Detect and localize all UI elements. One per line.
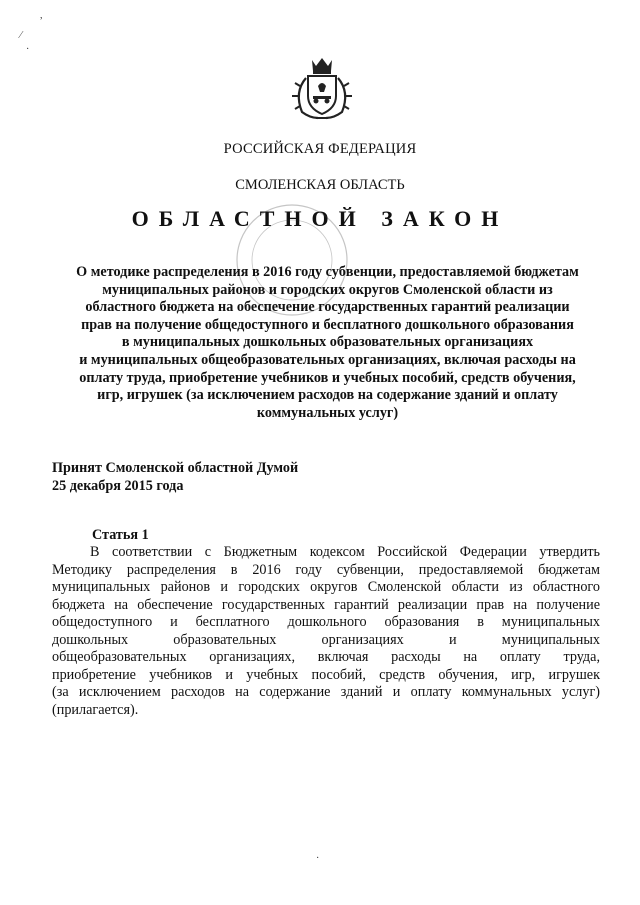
adopted-by: Принят Смоленской областной Думой — [52, 460, 299, 476]
law-subject — [55, 264, 600, 422]
subject-line: О методике распределения в 2016 году субвенции, предоставляемой бюджетам — [76, 264, 579, 280]
country-heading: РОССИЙСКАЯ ФЕДЕРАЦИЯ — [223, 141, 417, 157]
article-line: муниципальных районов и городских округов Смоленской области из областного — [52, 579, 600, 595]
article-line: (за исключением расходов на содержание зданий и оплату коммунальных услуг) — [52, 684, 600, 700]
article-body — [52, 544, 600, 719]
article-line: бюджета на обеспечение государственных гарантий реализации прав на получение — [52, 596, 600, 613]
region-heading: СМОЛЕНСКАЯ ОБЛАСТЬ — [235, 177, 405, 193]
article-line: Методику распределения в 2016 году субвенции, предоставляемой бюджетам — [52, 561, 600, 578]
subject-line: коммунальных услуг) — [256, 404, 399, 421]
scan-mark: ⁄ — [20, 30, 22, 41]
article-line: дошкольных образовательных организациях и муниципальных — [52, 631, 600, 648]
scan-mark: · — [26, 44, 30, 55]
article-heading: Статья 1 — [92, 527, 149, 543]
subject-line: и муниципальных общеобразовательных организациях, включая расходы на — [79, 351, 576, 368]
subject-line: игр, игрушек (за исключением расходов на содержание зданий и оплату — [97, 387, 558, 404]
adoption-date: 25 декабря 2015 года — [52, 478, 184, 494]
document-title: ОБЛАСТНОЙ ЗАКОН — [131, 206, 509, 231]
article-line: (прилагается). — [52, 701, 139, 718]
subject-line: оплату труда, приобретение учебников и учебных пособий, средств обучения, — [79, 369, 576, 386]
article-line: приобретение учебников и учебных пособий, средств обучения, игр, игрушек — [52, 666, 600, 683]
scan-mark: , — [40, 10, 43, 21]
smolensk-coat-of-arms-icon — [288, 56, 356, 122]
article-line: В соответствии с Бюджетным кодексом Российской Федерации утвердить — [90, 544, 600, 560]
subject-line: областного бюджета на обеспечение государственных гарантий реализации — [85, 299, 570, 316]
scan-mark: · — [316, 853, 320, 864]
article-line: общеобразовательных организациях, включая расходы на оплату труда, — [52, 649, 600, 665]
adoption-info — [52, 459, 298, 495]
subject-line: в муниципальных дошкольных образовательных организациях — [121, 334, 534, 351]
subject-line: муниципальных районов и городских округов Смоленской области из — [102, 281, 553, 298]
article-line: общедоступного и бесплатного дошкольного образования в муниципальных — [52, 614, 600, 630]
subject-line: прав на получение общедоступного и бесплатного дошкольного образования — [81, 316, 574, 333]
